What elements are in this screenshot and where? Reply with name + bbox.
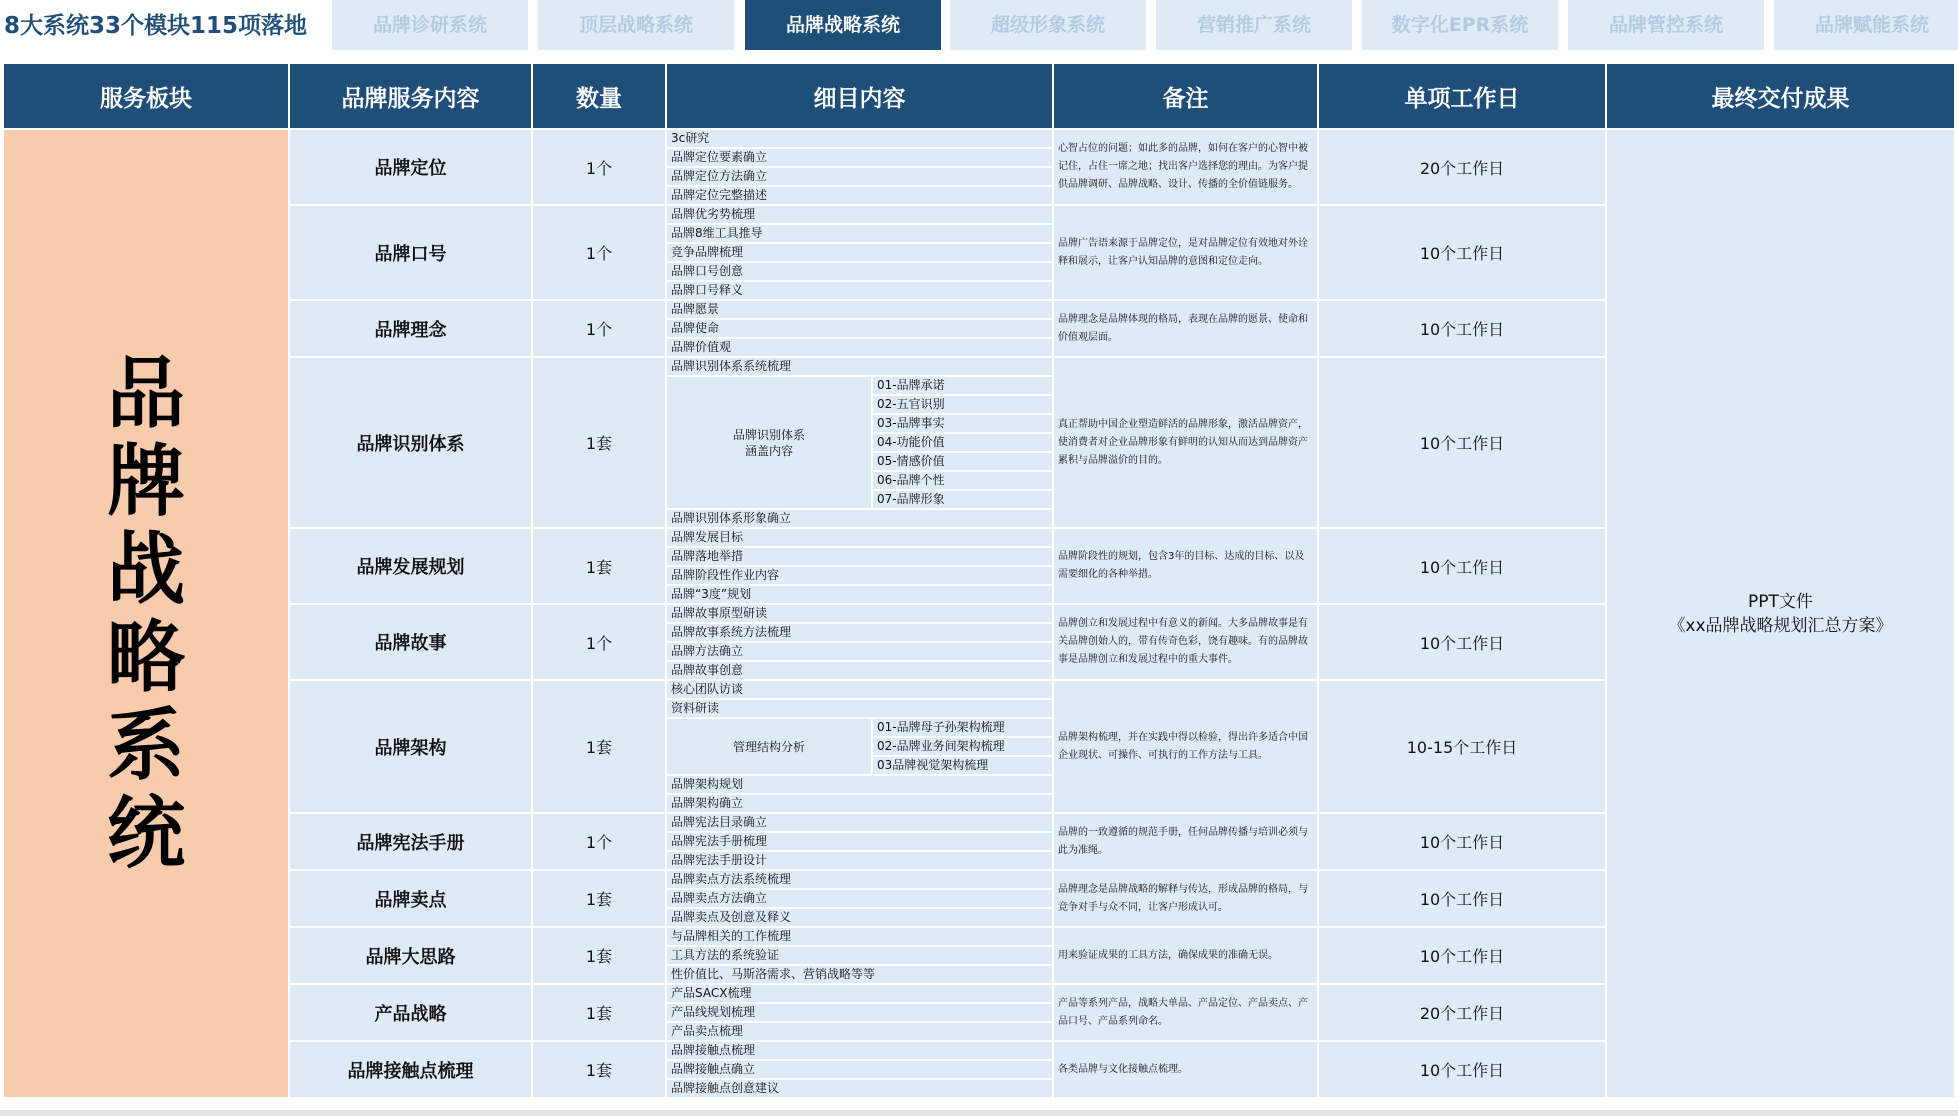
service-note: 品牌架构梳理，并在实践中得以检验，得出许多适合中国企业现状、可操作、可执行的工作方法与工具。 bbox=[1053, 680, 1318, 813]
service-quantity: 1套 bbox=[532, 870, 666, 927]
detail-item: 品牌“3度”规划 bbox=[666, 585, 1053, 604]
detail-item: 品牌宪法手册梳理 bbox=[666, 832, 1053, 851]
service-name: 品牌口号 bbox=[289, 205, 532, 300]
service-quantity: 1个 bbox=[532, 205, 666, 300]
service-workdays: 10个工作日 bbox=[1318, 1041, 1606, 1098]
header-quantity: 数量 bbox=[532, 63, 666, 129]
detail-subitem: 03-品牌事实 bbox=[872, 414, 1053, 433]
service-note: 真正帮助中国企业塑造鲜活的品牌形象，激活品牌资产，使消费者对企业品牌形象有鲜明的认知从而达到品牌资产累积与品牌溢价的目的。 bbox=[1053, 357, 1318, 528]
service-workdays: 10个工作日 bbox=[1318, 813, 1606, 870]
service-note: 用来验证成果的工具方法，确保成果的准确无误。 bbox=[1053, 927, 1318, 984]
detail-item: 品牌识别体系系统梳理 bbox=[666, 357, 1053, 376]
service-note: 品牌理念是品牌体现的格局，表现在品牌的愿景、使命和价值观层面。 bbox=[1053, 300, 1318, 357]
detail-item: 品牌故事原型研读 bbox=[666, 604, 1053, 623]
service-workdays: 20个工作日 bbox=[1318, 129, 1606, 205]
header-notes: 备注 bbox=[1053, 63, 1318, 129]
detail-item: 品牌宪法目录确立 bbox=[666, 813, 1053, 832]
tab-top-strategy[interactable]: 顶层战略系统 bbox=[538, 0, 734, 50]
detail-item: 品牌接触点创意建议 bbox=[666, 1079, 1053, 1098]
service-quantity: 1套 bbox=[532, 528, 666, 604]
detail-subitem: 07-品牌形象 bbox=[872, 490, 1053, 509]
detail-item: 品牌定位要素确立 bbox=[666, 148, 1053, 167]
detail-group-label: 品牌识别体系 涵盖内容 bbox=[732, 427, 805, 458]
detail-subitem: 03品牌视觉架构梳理 bbox=[872, 756, 1053, 775]
service-workdays: 10个工作日 bbox=[1318, 870, 1606, 927]
tab-marketing-promotion[interactable]: 营销推广系统 bbox=[1156, 0, 1352, 50]
service-name: 产品战略 bbox=[289, 984, 532, 1041]
service-name: 品牌发展规划 bbox=[289, 528, 532, 604]
table-body bbox=[3, 129, 1955, 1098]
detail-item: 品牌识别体系形象确立 bbox=[666, 509, 1053, 528]
detail-item: 品牌卖点方法确立 bbox=[666, 889, 1053, 908]
tab-brand-diagnosis[interactable]: 品牌诊研系统 bbox=[332, 0, 528, 50]
final-deliverable bbox=[1606, 129, 1955, 1098]
final-deliverable-line2: 《xx品牌战略规划汇总方案》 bbox=[1668, 615, 1893, 636]
service-workdays: 10个工作日 bbox=[1318, 528, 1606, 604]
service-workdays: 10个工作日 bbox=[1318, 205, 1606, 300]
detail-item: 产品SACX梳理 bbox=[666, 984, 1053, 1003]
tab-super-image[interactable]: 超级形象系统 bbox=[950, 0, 1146, 50]
top-navigation bbox=[0, 0, 1958, 56]
detail-item: 品牌愿景 bbox=[666, 300, 1053, 319]
detail-item: 性价值比、马斯洛需求、营销战略等等 bbox=[666, 965, 1053, 984]
detail-item: 品牌接触点梳理 bbox=[666, 1041, 1053, 1060]
service-quantity: 1套 bbox=[532, 680, 666, 813]
service-quantity: 1套 bbox=[532, 1041, 666, 1098]
service-quantity: 1套 bbox=[532, 984, 666, 1041]
service-note: 心智占位的问题；如此多的品牌，如何在客户的心智中被记住，占住一席之地；找出客户选择您的理由。为客户提供品牌调研、品牌战略、设计、传播的全价值链服务。 bbox=[1053, 129, 1318, 205]
detail-group bbox=[666, 718, 872, 775]
detail-item: 品牌架构规划 bbox=[666, 775, 1053, 794]
detail-item: 竞争品牌梳理 bbox=[666, 243, 1053, 262]
service-name: 品牌宪法手册 bbox=[289, 813, 532, 870]
service-name: 品牌识别体系 bbox=[289, 357, 532, 528]
service-note: 品牌广告语来源于品牌定位，是对品牌定位有效地对外诠释和展示，让客户认知品牌的意图和定位走向。 bbox=[1053, 205, 1318, 300]
service-quantity: 1个 bbox=[532, 813, 666, 870]
detail-item: 品牌口号创意 bbox=[666, 262, 1053, 281]
category-label: 品牌战略系统 bbox=[106, 348, 185, 879]
service-note: 品牌的一致遵循的规范手册，任何品牌传播与培训必须与此为准绳。 bbox=[1053, 813, 1318, 870]
service-note: 品牌理念是品牌战略的解释与传达，形成品牌的格局，与竞争对手与众不同，让客户形成认可。 bbox=[1053, 870, 1318, 927]
category-cell bbox=[3, 129, 289, 1098]
service-name: 品牌故事 bbox=[289, 604, 532, 680]
service-workdays: 10个工作日 bbox=[1318, 357, 1606, 528]
detail-item: 品牌故事系统方法梳理 bbox=[666, 623, 1053, 642]
detail-item: 品牌定位方法确立 bbox=[666, 167, 1053, 186]
header-service-content: 品牌服务内容 bbox=[289, 63, 532, 129]
detail-item: 资料研读 bbox=[666, 699, 1053, 718]
detail-item: 品牌卖点及创意及释义 bbox=[666, 908, 1053, 927]
service-quantity: 1个 bbox=[532, 300, 666, 357]
detail-item: 3c研究 bbox=[666, 129, 1053, 148]
detail-item: 品牌口号释义 bbox=[666, 281, 1053, 300]
tab-digital-epr[interactable]: 数字化EPR系统 bbox=[1362, 0, 1558, 50]
tab-brand-empowerment[interactable]: 品牌赋能系统 bbox=[1774, 0, 1958, 50]
detail-subitem: 05-情感价值 bbox=[872, 452, 1053, 471]
service-workdays: 10个工作日 bbox=[1318, 927, 1606, 984]
service-table bbox=[2, 62, 1956, 1099]
service-note: 品牌阶段性的规划，包含3年的目标、达成的目标、以及需要细化的各种举措。 bbox=[1053, 528, 1318, 604]
service-workdays: 10个工作日 bbox=[1318, 300, 1606, 357]
detail-item: 品牌优劣势梳理 bbox=[666, 205, 1053, 224]
service-name: 品牌接触点梳理 bbox=[289, 1041, 532, 1098]
detail-item: 产品卖点梳理 bbox=[666, 1022, 1053, 1041]
detail-group bbox=[666, 376, 872, 509]
final-deliverable-line1: PPT文件 bbox=[1748, 591, 1813, 612]
service-name: 品牌大思路 bbox=[289, 927, 532, 984]
detail-item: 品牌使命 bbox=[666, 319, 1053, 338]
service-name: 品牌定位 bbox=[289, 129, 532, 205]
detail-item: 品牌故事创意 bbox=[666, 661, 1053, 680]
table-row bbox=[3, 129, 1955, 148]
detail-group-label: 管理结构分析 bbox=[732, 739, 805, 754]
header-workdays: 单项工作日 bbox=[1318, 63, 1606, 129]
detail-item: 品牌定位完整描述 bbox=[666, 186, 1053, 205]
service-quantity: 1个 bbox=[532, 129, 666, 205]
service-name: 品牌理念 bbox=[289, 300, 532, 357]
service-quantity: 1个 bbox=[532, 604, 666, 680]
detail-item: 工具方法的系统验证 bbox=[666, 946, 1053, 965]
header-details: 细目内容 bbox=[666, 63, 1053, 129]
detail-item: 品牌8维工具推导 bbox=[666, 224, 1053, 243]
detail-item: 品牌方法确立 bbox=[666, 642, 1053, 661]
detail-item: 与品牌相关的工作梳理 bbox=[666, 927, 1053, 946]
service-quantity: 1套 bbox=[532, 357, 666, 528]
tab-brand-strategy[interactable]: 品牌战略系统 bbox=[745, 0, 941, 50]
detail-item: 品牌卖点方法系统梳理 bbox=[666, 870, 1053, 889]
detail-item: 产品线规划梳理 bbox=[666, 1003, 1053, 1022]
detail-subitem: 04-功能价值 bbox=[872, 433, 1053, 452]
service-workdays: 10-15个工作日 bbox=[1318, 680, 1606, 813]
detail-item: 核心团队访谈 bbox=[666, 680, 1053, 699]
detail-subitem: 06-品牌个性 bbox=[872, 471, 1053, 490]
detail-subitem: 02-五官识别 bbox=[872, 395, 1053, 414]
detail-item: 品牌宪法手册设计 bbox=[666, 851, 1053, 870]
detail-item: 品牌价值观 bbox=[666, 338, 1053, 357]
service-note: 品牌创立和发展过程中有意义的新闻。大多品牌故事是有关品牌创始人的，带有传奇色彩，饶有趣味。有的品牌故事是品牌创立和发展过程中的重大事件。 bbox=[1053, 604, 1318, 680]
detail-item: 品牌架构确立 bbox=[666, 794, 1053, 813]
service-note: 各类品牌与文化接触点梳理。 bbox=[1053, 1041, 1318, 1098]
detail-item: 品牌落地举措 bbox=[666, 547, 1053, 566]
service-note: 产品等系列产品，战略大单品、产品定位、产品卖点、产品口号、产品系列命名。 bbox=[1053, 984, 1318, 1041]
service-name: 品牌卖点 bbox=[289, 870, 532, 927]
service-name: 品牌架构 bbox=[289, 680, 532, 813]
page-title: 8大系统33个模块115项落地 bbox=[4, 13, 308, 39]
tab-brand-control[interactable]: 品牌管控系统 bbox=[1568, 0, 1764, 50]
detail-item: 品牌发展目标 bbox=[666, 528, 1053, 547]
header-final-deliverable: 最终交付成果 bbox=[1606, 63, 1955, 129]
detail-item: 品牌接触点确立 bbox=[666, 1060, 1053, 1079]
detail-subitem: 02-品牌业务间架构梳理 bbox=[872, 737, 1053, 756]
header-service-block: 服务板块 bbox=[3, 63, 289, 129]
detail-item: 品牌阶段性作业内容 bbox=[666, 566, 1053, 585]
bottom-strip bbox=[0, 1110, 1958, 1116]
detail-subitem: 01-品牌承诺 bbox=[872, 376, 1053, 395]
service-workdays: 10个工作日 bbox=[1318, 604, 1606, 680]
detail-subitem: 01-品牌母子孙架构梳理 bbox=[872, 718, 1053, 737]
service-quantity: 1套 bbox=[532, 927, 666, 984]
service-workdays: 20个工作日 bbox=[1318, 984, 1606, 1041]
